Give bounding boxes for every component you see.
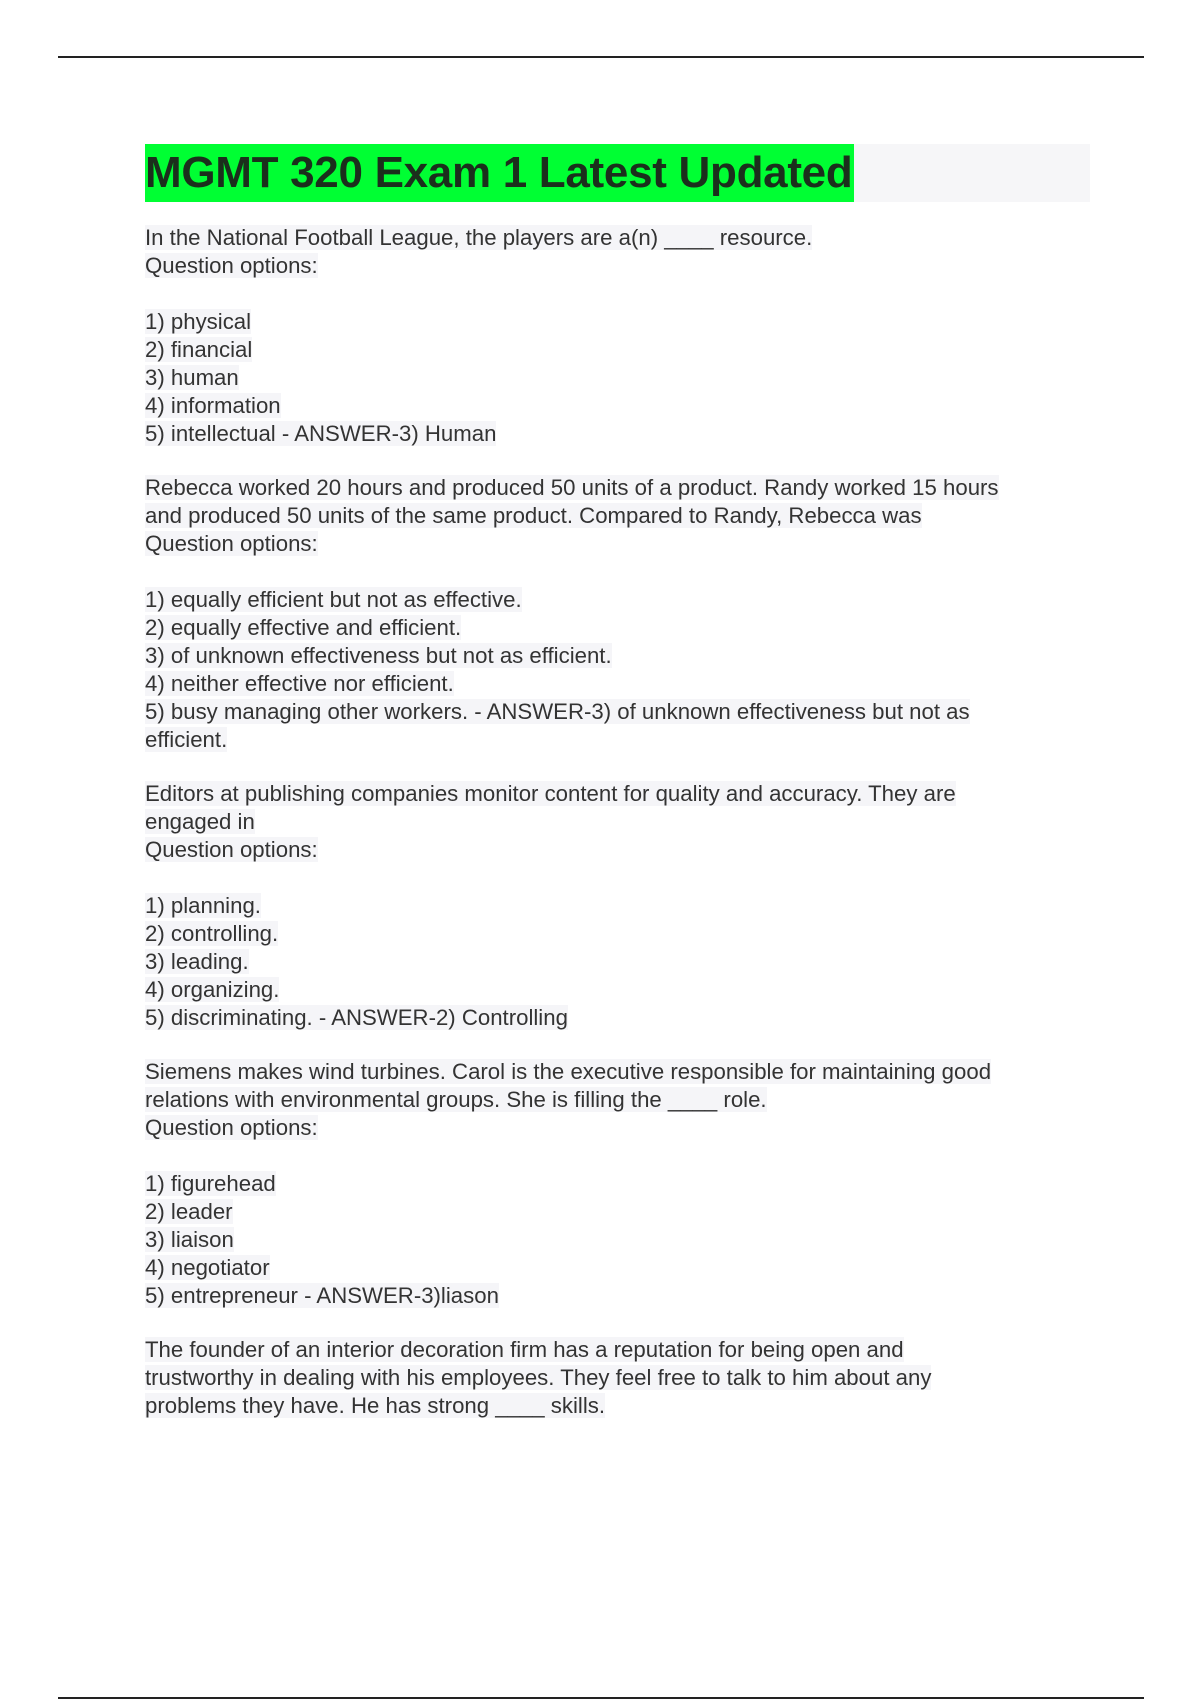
option-item: 2) equally effective and efficient.: [145, 615, 462, 640]
document-title: MGMT 320 Exam 1 Latest Updated: [145, 144, 854, 202]
question-2: [145, 474, 1090, 754]
option-item: 1) planning.: [145, 893, 261, 918]
option-item: 3) liaison: [145, 1227, 234, 1252]
question-stem: Editors at publishing companies monitor content for quality and accuracy. They are: [145, 781, 956, 806]
option-item: 1) physical: [145, 309, 252, 334]
option-item: 4) negotiator: [145, 1255, 270, 1280]
title-row: [145, 144, 1090, 202]
option-item-with-answer: efficient.: [145, 727, 228, 752]
question-stem: trustworthy in dealing with his employees. They feel free to talk to him about any: [145, 1365, 932, 1390]
option-item-with-answer: 5) intellectual - ANSWER-3) Human: [145, 421, 497, 446]
option-item: 3) of unknown effectiveness but not as efficient.: [145, 643, 612, 668]
options-label: Question options:: [145, 837, 318, 862]
question-stem: In the National Football League, the players are a(n) ____ resource.: [145, 225, 813, 250]
options-label: Question options:: [145, 1115, 318, 1140]
option-item: 4) organizing.: [145, 977, 280, 1002]
question-stem: and produced 50 units of the same product. Compared to Randy, Rebecca was: [145, 503, 922, 528]
option-item: 4) neither effective nor efficient.: [145, 671, 454, 696]
option-item: 4) information: [145, 393, 281, 418]
option-item: 1) equally efficient but not as effective.: [145, 587, 522, 612]
question-4: [145, 1058, 1090, 1310]
question-1: [145, 224, 1090, 448]
question-stem: problems they have. He has strong ____ skills.: [145, 1393, 606, 1418]
option-item-with-answer: 5) busy managing other workers. - ANSWER-3) of unknown effectiveness but not as: [145, 699, 970, 724]
option-item: 2) financial: [145, 337, 253, 362]
question-5: [145, 1336, 1090, 1420]
options-label: Question options:: [145, 531, 318, 556]
question-stem: relations with environmental groups. She is filling the ____ role.: [145, 1087, 767, 1112]
question-3: [145, 780, 1090, 1032]
question-stem: engaged in: [145, 809, 255, 834]
option-item: 3) leading.: [145, 949, 249, 974]
option-item: 2) leader: [145, 1199, 233, 1224]
option-item: 3) human: [145, 365, 239, 390]
option-item: 2) controlling.: [145, 921, 279, 946]
question-stem: Siemens makes wind turbines. Carol is the executive responsible for maintaining good: [145, 1059, 992, 1084]
options-label: Question options:: [145, 253, 318, 278]
question-stem: Rebecca worked 20 hours and produced 50 units of a product. Randy worked 15 hours: [145, 475, 999, 500]
document-body: [145, 144, 1090, 1446]
option-item-with-answer: 5) discriminating. - ANSWER-2) Controlling: [145, 1005, 568, 1030]
top-rule: [58, 56, 1144, 58]
option-item-with-answer: 5) entrepreneur - ANSWER-3)liason: [145, 1283, 499, 1308]
bottom-rule: [58, 1697, 1144, 1699]
option-item: 1) figurehead: [145, 1171, 276, 1196]
question-stem: The founder of an interior decoration firm has a reputation for being open and: [145, 1337, 904, 1362]
